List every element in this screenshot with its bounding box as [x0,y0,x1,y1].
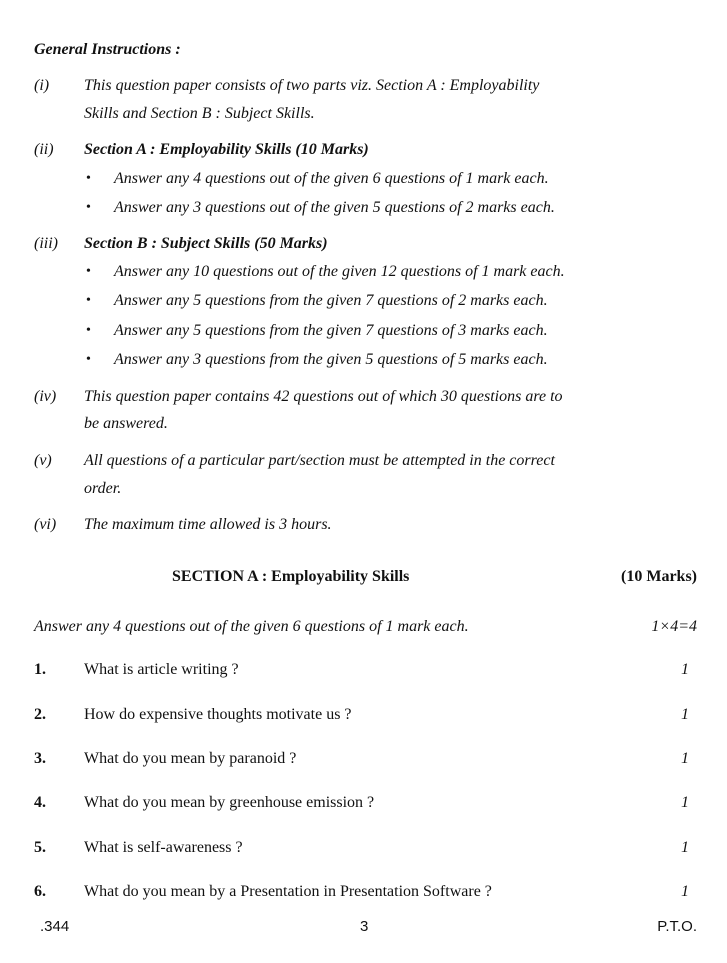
section-a-instruction: Answer any 4 questions out of the given 6 questions of 1 mark each. [34,618,469,635]
bullet-icon: • [86,264,91,279]
question-marks: 1 [681,706,689,723]
question-text: What do you mean by a Presentation in Presentation Software ? [84,883,492,900]
footer-code: .344 [40,918,70,935]
instruction-num: (vi) [34,516,57,533]
section-b-instruction-title: Section B : Subject Skills (50 Marks) [84,235,328,252]
instruction-num: (ii) [34,141,54,158]
question-number: 2. [34,706,46,723]
question-marks: 1 [681,883,689,900]
bullet-text: Answer any 5 questions from the given 7 questions of 2 marks each. [114,292,548,309]
bullet-icon: • [86,171,91,186]
instruction-num: (v) [34,452,52,469]
question-number: 1. [34,661,46,678]
instruction-line: be answered. [84,415,168,432]
bullet-icon: • [86,323,91,338]
pto-label: P.T.O. [657,918,697,935]
instruction-num: (iii) [34,235,58,252]
question-number: 3. [34,750,46,767]
instruction-num: (i) [34,77,50,94]
question-marks: 1 [681,794,689,811]
question-text: What is article writing ? [84,661,239,678]
question-text: What is self-awareness ? [84,839,243,856]
question-text: What do you mean by greenhouse emission ? [84,794,375,811]
instruction-line: order. [84,480,122,497]
question-text: What do you mean by paranoid ? [84,750,297,767]
instructions-heading: General Instructions : [34,41,181,58]
question-text: How do expensive thoughts motivate us ? [84,706,352,723]
section-a-marks: (10 Marks) [621,568,697,585]
question-number: 5. [34,839,46,856]
instruction-line: This question paper consists of two parts viz. Section A : Employability [84,77,540,94]
instruction-line: This question paper contains 42 questions out of which 30 questions are to [84,388,563,405]
bullet-icon: • [86,200,91,215]
section-a-instruction-title: Section A : Employability Skills (10 Marks) [84,141,369,158]
instruction-line: The maximum time allowed is 3 hours. [84,516,332,533]
bullet-text: Answer any 4 questions out of the given 6 questions of 1 mark each. [114,170,549,187]
bullet-text: Answer any 3 questions from the given 5 questions of 5 marks each. [114,351,548,368]
page-number: 3 [360,918,369,935]
question-marks: 1 [681,839,689,856]
instruction-line: All questions of a particular part/section must be attempted in the correct [84,452,555,469]
question-marks: 1 [681,661,689,678]
question-marks: 1 [681,750,689,767]
section-a-instruction-marks: 1×4=4 [651,618,697,635]
bullet-icon: • [86,293,91,308]
bullet-icon: • [86,352,91,367]
instruction-num: (iv) [34,388,57,405]
bullet-text: Answer any 3 questions out of the given 5 questions of 2 marks each. [114,199,555,216]
instruction-line: Skills and Section B : Subject Skills. [84,105,315,122]
bullet-text: Answer any 5 questions from the given 7 questions of 3 marks each. [114,322,548,339]
question-number: 6. [34,883,46,900]
question-number: 4. [34,794,46,811]
bullet-text: Answer any 10 questions out of the given 12 questions of 1 mark each. [114,263,565,280]
section-a-title: SECTION A : Employability Skills [172,568,410,585]
